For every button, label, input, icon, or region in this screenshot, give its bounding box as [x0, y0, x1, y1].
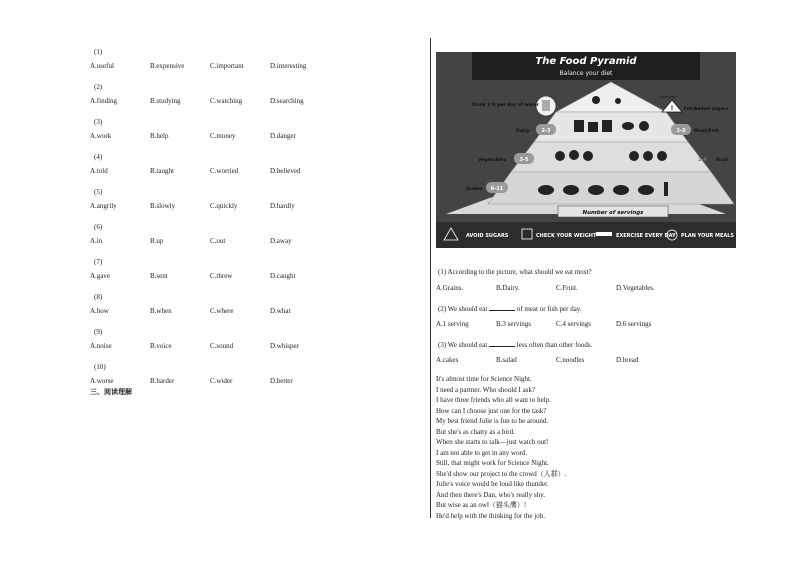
grains-label: Grains	[466, 187, 483, 192]
donut-icon	[592, 96, 600, 104]
option-d[interactable]: D.caught	[270, 272, 296, 280]
meat-servings: 2-3	[676, 128, 686, 134]
question-number: (2)	[94, 83, 103, 91]
cloze-question-10	[90, 363, 420, 398]
cloze-question-2	[90, 83, 420, 118]
exclamation-icon: !	[670, 105, 674, 112]
stem-before: (3) We should eat	[438, 341, 490, 349]
option-d[interactable]: D.whisper	[270, 342, 299, 350]
option-d[interactable]: D.believed	[270, 167, 301, 175]
section-heading: 三、阅读理解	[90, 388, 132, 396]
vegetables-label: Vegetables	[478, 158, 507, 163]
poem-line: But wise as an owl（猫头鹰）!	[436, 501, 527, 509]
option-a[interactable]: A.finding	[90, 97, 118, 105]
question-number: (4)	[94, 153, 103, 161]
cloze-question-1	[90, 48, 420, 83]
cloze-question-7	[90, 258, 420, 293]
option-c[interactable]: C.wider	[210, 377, 233, 385]
option-c[interactable]: C.important	[210, 62, 244, 70]
option-b[interactable]: B.studying	[150, 97, 181, 105]
stem-after: of meat or fish per day.	[515, 305, 582, 313]
fat-sugars-label: Fat/Added sugars	[684, 107, 729, 112]
option-a[interactable]: A.gave	[90, 272, 111, 280]
cereal-icon	[613, 185, 629, 195]
wheat-icon	[664, 182, 668, 196]
stem-before: (2) We should eat	[438, 305, 490, 313]
option-c[interactable]: C.sound	[210, 342, 234, 350]
question-number: (5)	[94, 188, 103, 196]
cloze-question-5	[90, 188, 420, 223]
cheese-icon	[588, 122, 598, 132]
option-a[interactable]: A.angrily	[90, 202, 117, 210]
option-b[interactable]: B.taught	[150, 167, 174, 175]
poem-line: She'd show our project to the crowd（人群）.	[436, 469, 567, 478]
poem-line: And then there's Dan, who's really shy.	[436, 490, 545, 499]
option-b[interactable]: B.harder	[150, 377, 175, 385]
poem-passage	[436, 374, 567, 521]
poem-line: It's almost time for Science Night.	[436, 375, 532, 383]
cloze-question-4	[90, 153, 420, 188]
option-d[interactable]: D.interesting	[270, 62, 307, 70]
question-number: (1)	[94, 48, 103, 56]
pasta-icon	[563, 185, 579, 195]
fruit-label: Fruit	[716, 158, 728, 163]
grains-servings: 6-11	[490, 186, 504, 192]
water-icon	[542, 100, 550, 111]
fruit-servings: 2-4	[698, 157, 708, 163]
question-number: (9)	[94, 328, 103, 336]
bread-icon	[538, 185, 554, 195]
option-d[interactable]: D.bread	[616, 356, 639, 364]
option-b[interactable]: B.up	[150, 237, 164, 245]
option-a[interactable]: A.noise	[90, 342, 112, 350]
dumbbell-icon	[596, 232, 612, 236]
dairy-servings: 2-3	[541, 128, 551, 134]
cloze-question-6	[90, 223, 420, 258]
dairy-label: Dairy	[516, 129, 530, 134]
reading-question-1	[436, 266, 756, 302]
pyramid-veg-fruit-tier	[511, 142, 711, 172]
question-number: (8)	[94, 293, 103, 301]
option-d[interactable]: D.what	[270, 307, 291, 315]
fish-icon	[622, 122, 634, 130]
option-c[interactable]: C.4 servings	[556, 320, 591, 328]
option-d[interactable]: D.away	[270, 237, 292, 245]
option-d[interactable]: D.better	[270, 377, 293, 385]
broccoli-icon	[569, 150, 579, 160]
option-a[interactable]: A.told	[90, 167, 108, 175]
poem-line: But she's as chatty as a bird.	[436, 427, 515, 436]
pepper-icon	[583, 151, 593, 161]
option-a[interactable]: A.1 serving	[436, 320, 469, 328]
option-a[interactable]: A.work	[90, 132, 112, 140]
meat-icon	[639, 121, 649, 131]
reading-question-3	[436, 338, 756, 374]
pear-icon	[643, 151, 653, 161]
option-a[interactable]: A.in	[90, 237, 103, 245]
food-pyramid-graphic	[436, 52, 736, 248]
poem-line: I need a partner. Who should I ask?	[436, 385, 536, 394]
milk-icon	[574, 120, 584, 132]
stem-after: less often than other foods.	[515, 341, 593, 349]
option-d[interactable]: D.Vegetables.	[616, 284, 655, 292]
poem-line: When she starts to talk—just watch out!	[436, 438, 549, 446]
option-d[interactable]: D.searching	[270, 97, 304, 105]
poem-line: How can I choose just one for the task?	[436, 406, 547, 415]
sparingly-label: Sparingly	[660, 95, 677, 99]
grapes-icon	[657, 151, 667, 161]
option-c[interactable]: C.where	[210, 307, 234, 315]
poem-line: Julie's voice would be loud like thunder.	[436, 480, 549, 488]
tip-plan-meals: PLAN YOUR MEALS	[681, 233, 735, 239]
option-b[interactable]: B.slowly	[150, 202, 176, 210]
tomato-icon	[555, 151, 565, 161]
question-number: (3)	[94, 118, 103, 126]
poem-line: He'd help with the thinking for the job.	[436, 511, 545, 520]
number-of-servings-label: Number of servings	[582, 210, 644, 216]
option-d[interactable]: D.6 servings	[616, 320, 652, 328]
option-c[interactable]: C.threw	[210, 272, 233, 280]
tip-avoid-sugars: AVOID SUGARS	[466, 233, 509, 239]
option-c[interactable]: C.noodles	[556, 356, 585, 364]
option-a[interactable]: A.worse	[90, 377, 114, 385]
question-number: (10)	[94, 363, 106, 371]
option-c[interactable]: C.money	[210, 132, 236, 140]
poem-line: My best friend Julie is fun to be around.	[436, 417, 549, 425]
cloze-question-3	[90, 118, 420, 153]
question-number: (7)	[94, 258, 103, 266]
meat-fish-label: Meat/Fish	[694, 129, 719, 134]
option-a[interactable]: A.cakes	[436, 356, 459, 364]
option-d[interactable]: D.hardly	[270, 202, 295, 210]
poem-line: I am not able to get in any word.	[436, 448, 528, 457]
cloze-question-8	[90, 293, 420, 328]
apple-icon	[629, 151, 639, 161]
option-b[interactable]: B.help	[150, 132, 169, 140]
poem-line: I have three friends who all want to help.	[436, 396, 551, 404]
poster-subtitle: Balance your diet	[559, 70, 613, 77]
cloze-options-column	[90, 48, 420, 398]
yogurt-icon	[602, 120, 612, 132]
option-b[interactable]: B.salad	[496, 356, 517, 364]
option-c[interactable]: C.out	[210, 237, 226, 245]
poster-title: The Food Pyramid	[535, 56, 637, 67]
tip-check-weight: CHECK YOUR WEIGHT	[536, 233, 597, 239]
option-b[interactable]: B.sent	[150, 272, 168, 280]
answer-blank[interactable]	[489, 340, 515, 347]
question-stem	[438, 304, 582, 313]
option-a[interactable]: A.Grains.	[436, 284, 464, 292]
food-pyramid-poster	[436, 52, 736, 248]
option-a[interactable]: A.how	[90, 307, 109, 315]
potato-icon	[638, 185, 654, 195]
option-b[interactable]: B.expensive	[150, 62, 185, 70]
poem-line: Still, that might work for Science Night.	[436, 459, 549, 467]
option-b[interactable]: B.3 servings	[496, 320, 531, 328]
reading-question-2	[436, 302, 756, 338]
option-b[interactable]: B.voice	[150, 342, 172, 350]
option-c[interactable]: C.worried	[210, 167, 239, 175]
question-stem	[438, 340, 592, 349]
option-b[interactable]: B.when	[150, 307, 172, 315]
reading-questions	[436, 266, 756, 374]
veg-servings: 3-5	[519, 157, 529, 163]
option-c[interactable]: C.Fruit.	[556, 284, 578, 292]
tip-exercise: EXERCISE EVERY DAY	[616, 233, 676, 239]
sweet-icon	[615, 98, 621, 104]
cloze-question-9	[90, 328, 420, 363]
option-b[interactable]: B.Dairy.	[496, 284, 520, 292]
pyramid-grains-tier	[488, 172, 734, 204]
option-a[interactable]: A.useful	[90, 62, 114, 70]
option-c[interactable]: C.watching	[210, 97, 243, 105]
question-number: (6)	[94, 223, 103, 231]
column-divider	[430, 38, 431, 518]
rice-icon	[588, 185, 604, 195]
option-d[interactable]: D.danger	[270, 132, 296, 140]
question-stem: (1) According to the picture, what should we eat most?	[438, 268, 592, 276]
answer-blank[interactable]	[489, 304, 515, 311]
water-label: Drink 3 lt per day of water	[472, 103, 540, 108]
option-c[interactable]: C.quickly	[210, 202, 238, 210]
